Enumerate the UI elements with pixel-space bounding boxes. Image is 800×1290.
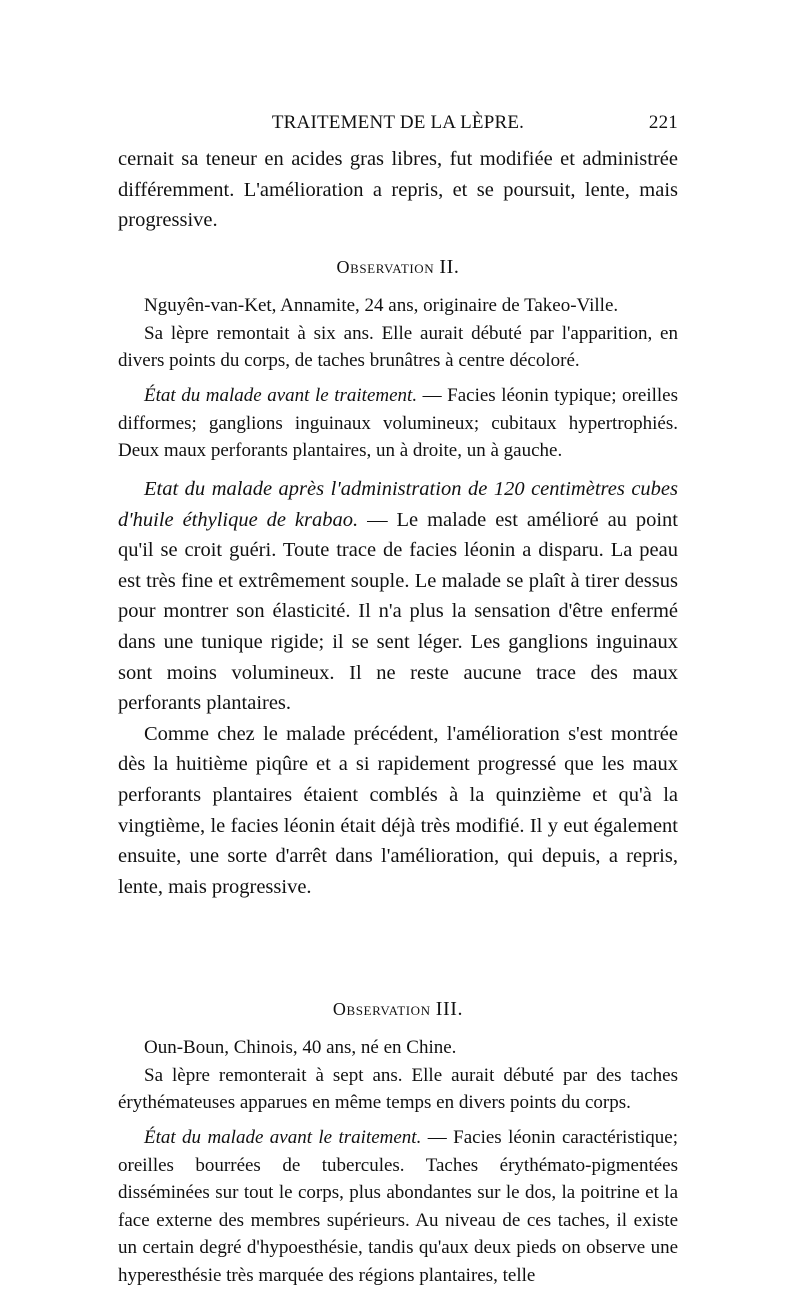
- running-head: [118, 112, 678, 144]
- observation-3-heading-number: III.: [435, 998, 464, 1020]
- observation-3-before-paragraph: [118, 1124, 678, 1290]
- observation-3-header-block: [118, 1034, 678, 1114]
- observation-2-onset: Sa lèpre remontait à six ans. Elle aurait débuté par l'apparition, en divers points du corps, de taches brunâtres à centre décoloré.: [118, 322, 678, 372]
- observation-2-heading-word: Observation: [336, 257, 435, 277]
- observation-2-after-label: Etat du malade après l'administration de 120 centimètres cubes d'huile éthylique de krabao.: [118, 478, 678, 531]
- observation-2-before-block: [118, 382, 678, 474]
- observation-2-after-text: — Le malade est amélioré au point qu'il se croit guéri. Toute trace de facies léonin a disparu. La peau est très fine et extrêmement souple. Le malade se plaît à tirer dessus pour montrer son élasticité. Il n'a plus la sensation d'être enfermé dans une tunique rigide; il se sent léger. Les ganglions inguinaux sont moins volumineux. Il ne reste aucune trace des maux perforants plantaires.: [118, 508, 679, 715]
- page-number: 221: [648, 112, 678, 133]
- running-title: TRAITEMENT DE LA LÈPRE.: [271, 112, 525, 133]
- observation-2-before-label: État du malade avant le traitement.: [144, 385, 418, 406]
- observation-2-before-paragraph: [118, 382, 678, 465]
- observation-2-header-block: [118, 292, 678, 372]
- observation-3-heading-word: Observation: [332, 999, 431, 1019]
- observation-2-comparison-paragraph: Comme chez le malade précédent, l'amélioration s'est montrée dès la huitième piqûre et a si rapidement progressé que les maux perforants plantaires étaient comblés à la quinzième et qu'à la vingtième, le facies léonin était déjà très modifié. Il y eut également ensuite, une sorte d'arrêt dans l'amélioration, qui depuis, a repris, lente, mais progressive.: [118, 722, 678, 898]
- continuation-paragraph: cernait sa teneur en acides gras libres, fut modifiée et administrée différemment. L'amélioration a repris, et se poursuit, lente, mais progressive.: [118, 148, 678, 232]
- observation-2-intro: Nguyên-van-Ket, Annamite, 24 ans, originaire de Takeo-Ville.: [144, 295, 619, 316]
- continuation-block: [118, 144, 678, 246]
- observation-2-heading-number: II.: [439, 256, 460, 278]
- observation-3-before-label: État du malade avant le traitement.: [144, 1127, 422, 1148]
- observation-2-before-text: — Facies léonin typique; oreilles difformes; ganglions inguinaux volumineux; cubitaux hypertrophiés. Deux maux perforants plantaires, un à droite, un à gauche.: [118, 385, 678, 462]
- observation-3-intro: Oun-Boun, Chinois, 40 ans, né en Chine.: [144, 1037, 457, 1058]
- book-page: [118, 112, 678, 1290]
- observation-2-after-block: [118, 474, 678, 994]
- observation-2-after-paragraph: [118, 474, 678, 719]
- observation-3-heading: [118, 994, 678, 1034]
- observation-3-before-block: [118, 1124, 678, 1290]
- observation-3-onset: Sa lèpre remonterait à sept ans. Elle aurait débuté par des taches érythémateuses apparues en même temps en divers points du corps.: [118, 1064, 678, 1114]
- observation-2-heading: [118, 252, 678, 292]
- observation-3-before-text: — Facies léonin caractéristique; oreilles bourrées de tubercules. Taches érythémato-pigmentées disséminées sur tout le corps, plus abondantes sur le dos, la poitrine et la face externe des membres supérieurs. Au niveau de ces taches, il existe un certain degré d'hypoesthésie, tandis qu'aux deux pieds on observe une hyperesthésie très marquée des régions plantaires, telle: [118, 1127, 678, 1286]
